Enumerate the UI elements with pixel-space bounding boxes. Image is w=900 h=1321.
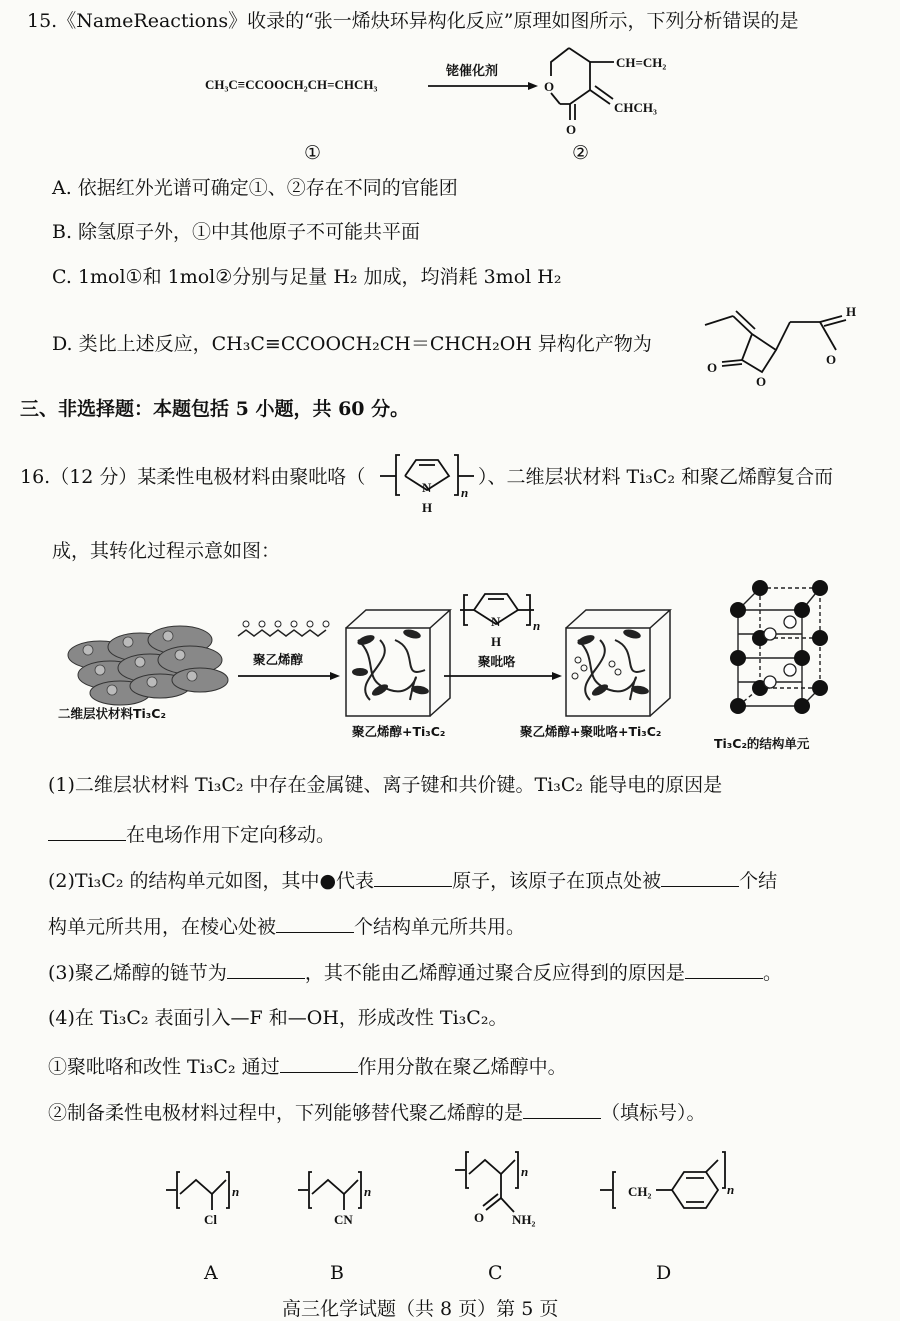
ppy-n-label: N	[422, 480, 432, 495]
q16-part1-a: (1)二维层状材料 Ti₃C₂ 中存在金属键、离子键和共价键。Ti₃C₂ 能导电的原因是	[48, 774, 723, 796]
fig-label-box2: 聚乙烯醇+聚吡咯+Ti₃C₂	[520, 724, 662, 739]
d-aldehyde-h: H	[846, 304, 857, 319]
svg-text:CH₂: CH₂	[628, 1184, 652, 1199]
page-footer: 高三化学试题（共 8 页）第 5 页	[282, 1298, 559, 1320]
fig-label-ppy-arrow: 聚吡咯	[478, 654, 516, 669]
ring-o-label: O	[544, 79, 555, 94]
q16-part4-2-a: ②制备柔性电极材料过程中，下列能够替代聚乙烯醇的是	[48, 1102, 524, 1124]
q16-part3-b: ，其不能由乙烯醇通过聚合反应得到的原因是	[304, 962, 685, 984]
q16-part2-d: 构单元所共用，在棱心处被	[48, 916, 277, 938]
fig-label-unit-cell: Ti₃C₂的结构单元	[714, 736, 810, 751]
ppy-n-subscript: n	[461, 485, 469, 500]
q16-intro-b: ）、二维层状材料 Ti₃C₂ 和聚乙烯醇复合而	[478, 466, 834, 488]
choice-d-structure	[600, 1152, 734, 1208]
svg-text:n: n	[364, 1184, 372, 1199]
vinyl-label: CH=CH₂	[616, 55, 667, 70]
fig-ppy-h: H	[491, 634, 502, 649]
svg-text:n: n	[521, 1164, 529, 1179]
svg-text:n: n	[232, 1184, 240, 1199]
q15-option-b: B. 除氢原子外，①中其他原子不可能共平面	[52, 221, 421, 243]
q16-part1-b: 在电场作用下定向移动。	[126, 824, 336, 846]
svg-text:CN: CN	[334, 1212, 353, 1227]
q15-option-d: D. 类比上述反应，CH₃C≡CCOOCH₂CH＝CHCH₂OH 异构化产物为	[52, 333, 652, 355]
choice-b-structure	[298, 1172, 371, 1227]
q16-part4-1-b: 作用分散在聚乙烯醇中。	[357, 1056, 567, 1078]
q15-stem: 15.《NameReactions》收录的“张一烯炔环异构化反应”原理如图所示，下列分析错误的是	[27, 10, 799, 32]
fig-ppy-subscript: n	[533, 618, 541, 633]
q15-reactant: CH₃C≡CCOOCH₂CH=CHCH₃	[205, 77, 378, 92]
fig-label-box1: 聚乙烯醇+Ti₃C₂	[352, 724, 446, 739]
svg-text:Cl: Cl	[204, 1212, 217, 1227]
q16-part3-c: 。	[762, 962, 782, 984]
q16-intro-a: 16.（12 分）某柔性电极材料由聚吡咯（	[20, 466, 366, 488]
q16-intro-c: 成，其转化过程示意如图：	[52, 540, 281, 562]
fig-label-ti3c2: 二维层状材料Ti₃C₂	[58, 706, 166, 721]
carbonyl-o-label: O	[566, 122, 577, 137]
q16-part4: (4)在 Ti₃C₂ 表面引入—F 和—OH，形成改性 Ti₃C₂。	[48, 1007, 508, 1029]
d-ring-o: O	[756, 374, 767, 389]
fig-label-pva-arrow: 聚乙烯醇	[253, 652, 304, 667]
choice-c-structure	[455, 1152, 536, 1227]
ppy-h-label: H	[422, 500, 433, 515]
choice-a-letter[interactable]: A	[204, 1262, 218, 1284]
choice-b-letter[interactable]: B	[330, 1262, 344, 1284]
q16-part2-a: (2)Ti₃C₂ 的结构单元如图，其中●代表	[48, 870, 375, 892]
svg-text:O: O	[474, 1210, 485, 1225]
q16-part2-e: 个结构单元所共用。	[354, 916, 526, 938]
q16-part2-b: 原子，该原子在顶点处被	[452, 870, 662, 892]
choice-a-structure	[166, 1172, 239, 1227]
q15-option-a: A. 依据红外光谱可确定①、②存在不同的官能团	[52, 177, 458, 199]
q16-part2-c: 个结	[739, 870, 778, 892]
q15-option-c: C. 1mol①和 1mol②分别与足量 H₂ 加成，均消耗 3mol H₂	[52, 266, 562, 288]
svg-text:NH₂: NH₂	[512, 1212, 536, 1227]
choice-d-letter[interactable]: D	[656, 1262, 672, 1284]
choice-c-letter[interactable]: C	[488, 1262, 503, 1284]
q15-mark-1: ①	[304, 142, 322, 164]
q16-part4-1-a: ①聚吡咯和改性 Ti₃C₂ 通过	[48, 1056, 280, 1078]
q16-part4-2-b: （填标号）。	[601, 1102, 706, 1124]
q15-mark-2: ②	[572, 142, 590, 164]
section-3-heading: 三、非选择题：本题包括 5 小题，共 60 分。	[20, 398, 410, 420]
ethylidene-label: CHCH₃	[614, 100, 657, 115]
q15-catalyst: 铑催化剂	[446, 64, 499, 79]
fig-ppy-n: N	[491, 614, 501, 629]
svg-text:n: n	[727, 1182, 735, 1197]
q16-part3-a: (3)聚乙烯醇的链节为	[48, 962, 227, 984]
d-carbonyl-o: O	[707, 360, 718, 375]
d-aldehyde-o: O	[826, 352, 837, 367]
